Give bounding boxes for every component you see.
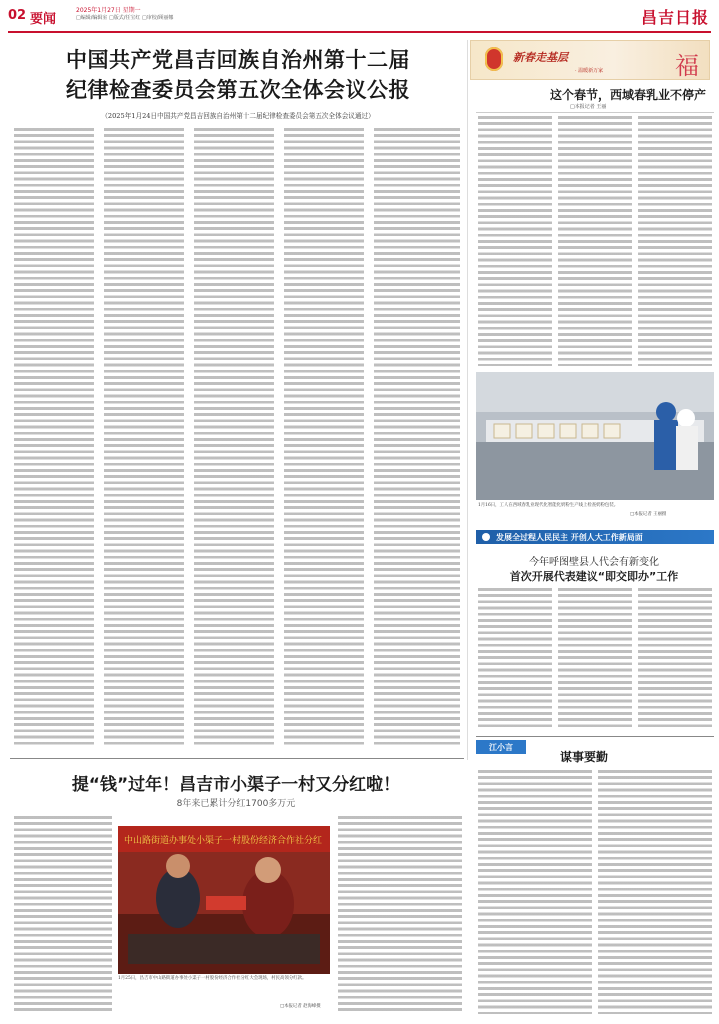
banner-title: 新春走基层 (513, 51, 568, 64)
congress-body-column-3 (638, 588, 712, 730)
column-rule (476, 736, 714, 737)
lead-body-column-1 (14, 128, 94, 748)
dairy-story-byline: □本报记者 王丽 (570, 104, 607, 110)
masthead-rule (8, 31, 711, 33)
dairy-body-column-1 (478, 116, 552, 366)
column-tag-text: 江小言 (489, 743, 513, 752)
column-body-right (598, 770, 712, 1014)
lead-body-column-4 (284, 128, 364, 748)
lead-headline-line-2: 纪律检查委员会第五次全体会议公报 (66, 78, 410, 102)
column-separator (467, 40, 468, 760)
congress-story-kicker: 今年呼图壁县人代会有新变化 (529, 557, 659, 568)
newspaper-logo: 昌吉日报 (640, 8, 709, 27)
section-rule (10, 758, 464, 759)
issue-date: 2025年1月27日 星期一 (76, 7, 141, 14)
bullet-icon (482, 533, 490, 541)
banner-subtitle: · 温暖新万家 (575, 68, 604, 74)
village-story-title: 提“钱”过年！昌吉市小渠子一村又分红啦！ (71, 775, 401, 795)
dividend-ceremony-illustration (118, 826, 330, 974)
masthead (0, 0, 719, 36)
lead-headline-line-1: 中国共产党昌吉回族自治州第十二届 (66, 48, 410, 72)
story-rule (476, 112, 714, 113)
new-year-banner (470, 40, 710, 80)
fu-character-decoration: 福 (675, 52, 699, 80)
congress-story-title: 首次开展代表建议“即交即办”工作 (509, 570, 679, 583)
ceremony-photo-byline: □本报记者 赵海峰摄 (280, 1004, 321, 1009)
dairy-photo-byline: □本报记者 王丽摄 (630, 512, 667, 517)
lead-body-column-2 (104, 128, 184, 748)
dairy-story-title: 这个春节，西域春乳业不停产 (549, 88, 706, 102)
column-tag (476, 740, 526, 754)
dairy-body-column-3 (638, 116, 712, 366)
lantern-icon (485, 47, 503, 71)
dairy-factory-illustration (476, 372, 714, 500)
section-banner-text: 发展全过程人民民主 开创人大工作新局面 (496, 533, 643, 542)
ceremony-photo-caption: 1月25日，昌吉市中山路街道办事处小渠子一村股份经济合作社分红大会现场，村民高领分红款。 (118, 976, 307, 981)
lead-subline: （2025年1月24日中国共产党昌吉回族自治州第十二届纪律检查委员会第五次全体会议通过） (101, 112, 375, 120)
column-title: 谋事要勤 (560, 750, 609, 764)
ceremony-banner-text: 中山路街道办事处小渠子一村股份经济合作社分红 (124, 836, 323, 846)
lead-body-column-3 (194, 128, 274, 748)
dairy-photo-caption: 1月16日，工人在西域春乳业现代化智能化奶粉生产线上检查奶粉包装。 (478, 503, 619, 508)
village-body-column-1 (14, 816, 112, 1014)
village-story-subtitle: 8年来已累计分红1700多万元 (176, 799, 296, 809)
congress-body-column-1 (478, 588, 552, 730)
editor-credits: □编辑/编辑室 □版式/任宝红 □审校/顾丽娜 (76, 15, 174, 21)
section-banner-congress (476, 530, 714, 544)
dairy-body-column-2 (558, 116, 632, 366)
village-body-column-2 (338, 816, 462, 1014)
dividend-ceremony-photo (118, 826, 330, 974)
section-name: 要闻 (30, 12, 57, 27)
dairy-factory-photo (476, 372, 714, 500)
column-body-left (478, 770, 592, 1014)
congress-body-column-2 (558, 588, 632, 730)
page-number: 02 (8, 8, 27, 23)
lead-body-column-5 (374, 128, 460, 748)
